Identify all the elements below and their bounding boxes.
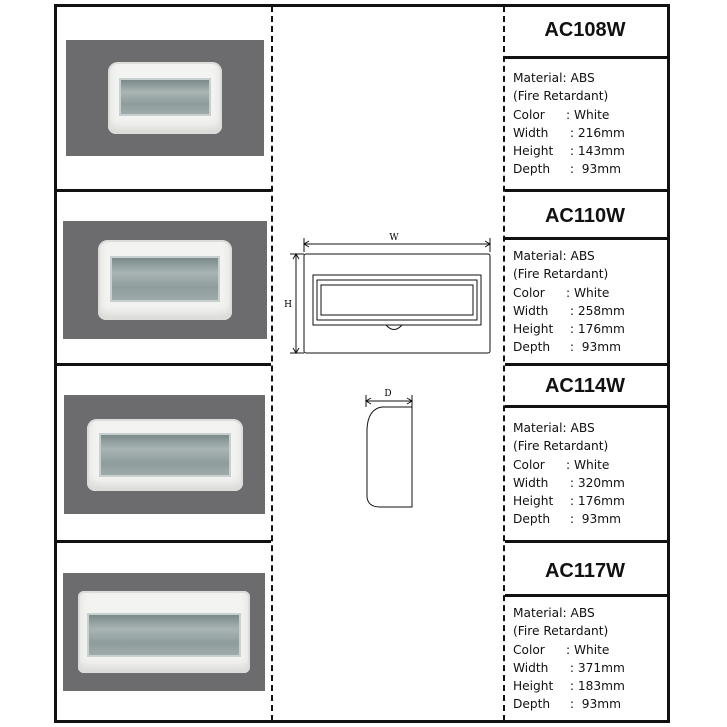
spec-value: : 183mm (566, 679, 625, 694)
spec-value: : White (566, 457, 610, 472)
spec-label: Width (513, 125, 549, 140)
spec-material-note: (Fire Retardant) (513, 439, 609, 454)
right-row-separator (505, 540, 667, 543)
spec-value: : White (566, 642, 610, 657)
spec-value: : 93mm (566, 162, 621, 177)
spec-material-note: (Fire Retardant) (513, 267, 609, 282)
spec-material: Material: ABS (513, 249, 595, 263)
spec-material: Material: ABS (513, 421, 595, 435)
side-view-drawing (360, 385, 420, 513)
spec-list (513, 69, 625, 179)
model-header-separator (505, 405, 667, 408)
enclosure-image (108, 62, 222, 134)
spec-label: Width (513, 475, 549, 490)
spec-value: : 176mm (566, 494, 625, 509)
spec-label: Color (513, 457, 545, 472)
spec-value: : 143mm (566, 144, 625, 159)
spec-value: : 320mm (566, 475, 625, 490)
spec-material: Material: ABS (513, 606, 595, 620)
model-header-separator (505, 594, 667, 597)
spec-list (513, 247, 625, 357)
height-label: H (284, 300, 292, 310)
spec-label: Height (513, 144, 554, 159)
right-row-separator (505, 189, 667, 192)
model-header-separator (505, 56, 667, 59)
spec-label: Color (513, 285, 545, 300)
enclosure-image (78, 591, 250, 673)
spec-label: Depth (513, 697, 551, 712)
right-row-separator (505, 363, 667, 366)
product-photo (66, 40, 264, 156)
enclosure-image (87, 419, 243, 491)
spec-value: : White (566, 285, 610, 300)
spec-label: Height (513, 322, 554, 337)
spec-label: Height (513, 494, 554, 509)
depth-label: D (384, 389, 392, 399)
model-name: AC117W (544, 560, 626, 582)
front-view-drawing (282, 230, 494, 356)
model-name: AC108W (544, 19, 626, 41)
left-row-separator (57, 540, 271, 543)
column-divider-left (271, 6, 273, 721)
model-name: AC114W (544, 375, 626, 397)
product-photo (63, 573, 265, 691)
spec-label: Depth (513, 340, 551, 355)
spec-label: Width (513, 303, 549, 318)
spec-material: Material: ABS (513, 71, 595, 85)
spec-value: : 93mm (566, 697, 621, 712)
product-photo (64, 395, 265, 514)
spec-value: : 93mm (566, 512, 621, 527)
spec-list (513, 604, 625, 714)
spec-value: : 371mm (566, 660, 625, 675)
spec-material-note: (Fire Retardant) (513, 624, 609, 639)
spec-value: : 216mm (566, 125, 625, 140)
spec-label: Depth (513, 512, 551, 527)
spec-label: Depth (513, 162, 551, 177)
spec-list (513, 419, 625, 529)
model-name: AC110W (544, 205, 626, 227)
spec-label: Width (513, 660, 549, 675)
spec-label: Color (513, 107, 545, 122)
spec-value: : 93mm (566, 340, 621, 355)
spec-label: Height (513, 679, 554, 694)
model-header-separator (505, 237, 667, 240)
width-label: W (389, 233, 399, 243)
product-photo (63, 221, 267, 339)
spec-value: : White (566, 107, 610, 122)
spec-material-note: (Fire Retardant) (513, 89, 609, 104)
left-row-separator (57, 363, 271, 366)
spec-label: Color (513, 642, 545, 657)
left-row-separator (57, 189, 271, 192)
spec-value: : 176mm (566, 322, 625, 337)
spec-value: : 258mm (566, 303, 625, 318)
enclosure-image (98, 240, 232, 320)
